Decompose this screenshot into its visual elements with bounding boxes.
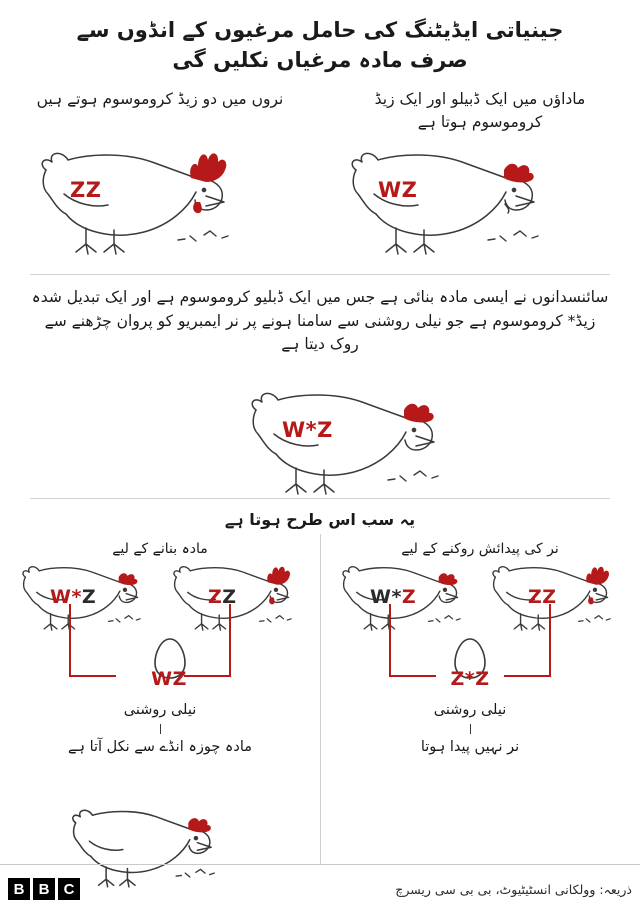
- female-genotype-label: [378, 178, 417, 202]
- comb-shape: [439, 573, 458, 585]
- left-panel-sublabel: مادہ بنانے کے لیے: [112, 541, 208, 557]
- right-panel-offspring-genotype: Z*Z: [450, 668, 490, 690]
- bbc-logo-box-1: B: [8, 878, 30, 900]
- male-caption: نروں میں دو زیڈ کروموسوم ہوتے ہیں: [36, 90, 284, 108]
- comb-shape: [188, 818, 211, 832]
- left-outcome-line-1: نیلی روشنی: [123, 702, 197, 718]
- genotype-part-2: Z: [85, 178, 102, 202]
- genotype-part-1: Z: [528, 586, 543, 608]
- genotype-part-2: Z: [542, 586, 557, 608]
- source-credit: ذریعہ: وولکانی انسٹیٹیوٹ، بی بی سی ریسرچ: [395, 882, 632, 897]
- right-outcome-line-1: نیلی روشنی: [433, 702, 507, 718]
- page-title: جینیاتی ایڈیٹنگ کی حامل مرغیوں کے انڈوں سے صرف مادہ مرغیاں نکلیں گی: [76, 18, 564, 72]
- divider-vertical: [320, 534, 321, 864]
- hen-illustration-modified: [238, 388, 468, 498]
- rooster-illustration-male: [28, 148, 258, 258]
- section-chromosomes: [0, 88, 640, 268]
- bottom-heading: یہ سب اس طرح ہوتا ہے: [224, 510, 416, 529]
- genotype-part-1: W: [378, 178, 402, 202]
- right-panel-sublabel: نر کی پیدائش روکنے کے لیے: [401, 541, 559, 557]
- wattle-shape: [269, 597, 274, 604]
- modified-genotype-label: W*Z: [282, 418, 333, 442]
- left-outcome-line-2: مادہ چوزہ انڈے سے نکل آتا ہے: [67, 739, 253, 756]
- wattle-shape: [193, 202, 202, 213]
- arrow-connector: [470, 724, 471, 734]
- genotype-part-1: W*: [370, 586, 402, 608]
- genotype-part-1: Z: [70, 178, 86, 202]
- section-modified-female: [0, 286, 640, 357]
- divider-top: [30, 274, 610, 275]
- comb-shape: [267, 567, 290, 585]
- wattle-shape: [588, 597, 593, 604]
- footer: [0, 864, 640, 910]
- genotype-part-2: Z: [81, 586, 97, 608]
- genotype-part-2: Z: [401, 178, 418, 202]
- comb-shape: [404, 404, 434, 423]
- comb-shape: [586, 567, 609, 585]
- female-caption: ماداؤں میں ایک ڈبیلو اور ایک زیڈ کروموسوم ہوتا ہے: [374, 90, 586, 132]
- left-panel-outcome: [30, 700, 290, 758]
- male-genotype-label: [70, 178, 101, 202]
- divider-footer: [0, 864, 640, 865]
- arrow-connector: [160, 724, 161, 734]
- column-male: [0, 88, 320, 268]
- genotype-part-1: W*: [50, 586, 82, 608]
- genotype-part-2: Z: [222, 586, 237, 608]
- comb-shape: [119, 573, 138, 585]
- hen-illustration-female: [338, 148, 568, 258]
- comb-shape: [504, 164, 534, 183]
- comb-shape: [190, 153, 226, 182]
- left-panel-offspring-genotype: WZ: [151, 668, 187, 690]
- right-outcome-line-2: نر نہیں پیدا ہوتا: [420, 739, 520, 756]
- column-female: [320, 88, 640, 268]
- genotype-part-1: Z: [208, 586, 223, 608]
- middle-caption: سائنسدانوں نے ایسی مادہ بنائی ہے جس میں ایک ڈبلیو کروموسوم ہے اور ایک تبدیل شدہ زیڈ* کروموسوم ہے جو نیلی روشنی سے سامنا ہونے پر نر ایمبریو کو پروان چڑھنے سے روک دیتا ہے: [31, 288, 609, 354]
- bbc-logo: [8, 878, 80, 900]
- right-panel-outcome: [340, 700, 600, 758]
- genotype-part-2: Z: [401, 586, 417, 608]
- bbc-logo-box-3: C: [58, 878, 80, 900]
- divider-middle: [30, 498, 610, 499]
- bbc-logo-box-2: B: [33, 878, 55, 900]
